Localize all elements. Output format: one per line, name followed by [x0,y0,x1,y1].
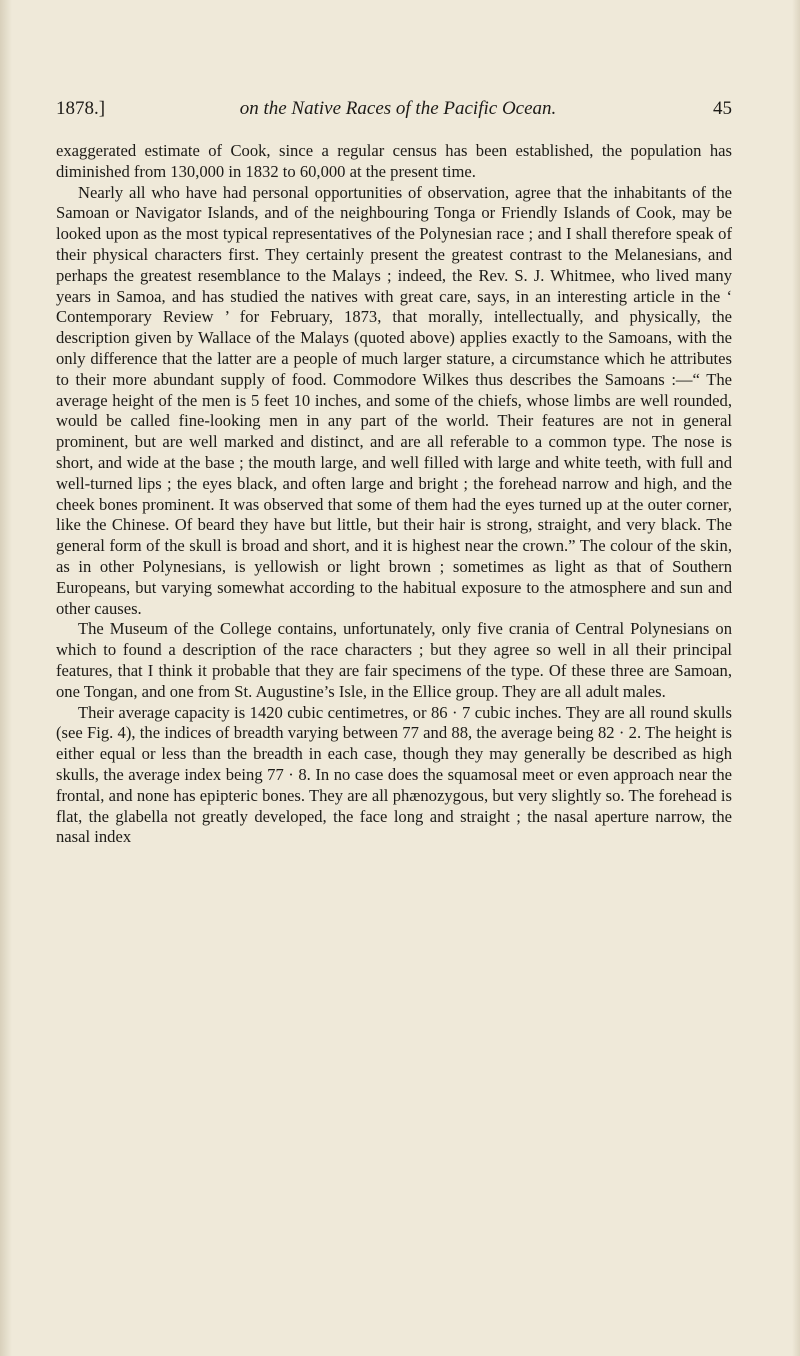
paragraph-continuation: exaggerated estimate of Cook, since a regular census has been established, the population has diminished from 130,000 in 1832 to 60,000 at the present time. [56,141,732,181]
paragraph-samoan-description: Nearly all who have had personal opportunities of observation, agree that the inhabitants of the Samoan or Navigator Islands, and of the neighbouring Tonga or Friendly Islands of Cook, may be looked upon as the most typical representatives of the Polynesian race ; and I shall therefore speak of their physical characters first. They certainly present the greatest contrast to the Melanesians, and perhaps the greatest resemblance to the Malays ; indeed, the Rev. S. J. Whitmee, who lived many years in Samoa, and has studied the natives with great care, says, in an interesting article in the ‘ Contemporary Review ’ for February, 1873, that morally, intellectually, and physically, the description given by Wallace of the Malays (quoted above) applies exactly to the Samoans, with the only difference that the latter are a people of much larger stature, a circumstance which he attributes to their more abundant supply of food. Commodore Wilkes thus describes the Samoans :—“ The average height of the men is 5 feet 10 inches, and some of the chiefs, whose limbs are well rounded, would be called fine-looking men in any part of the world. Their features are not in general prominent, but are well marked and distinct, and are all referable to a common type. The nose is short, and wide at the base ; the mouth large, and well filled with large and white teeth, with full and well-turned lips ; the eyes black, and often large and bright ; the forehead narrow and high, and the cheek bones prominent. It was observed that some of them had the eyes turned up at the outer corner, like the Chinese. Of beard they have but little, but their hair is strong, straight, and very black. The general form of the skull is broad and short, and it is highest near the crown.” The colour of the skin, as in other Polynesians, is yellowish or light brown ; sometimes as light as that of Southern Europeans, but varying somewhat according to the habitual exposure to the atmosphere and sun and other causes. [56,182,732,618]
paragraph-museum-crania: The Museum of the College contains, unfortunately, only five crania of Central Polynesians on which to found a description of the race characters ; but they agree so well in all their principal features, that I think it probable that they are fair specimens of the type. Of these three are Samoan, one Tongan, and one from St. Augustine’s Isle, in the Ellice group. They are all adult males. [56,619,732,701]
header-year: 1878.] [56,98,106,119]
page-edge-left [0,0,12,1356]
page-number: 45 [713,98,732,119]
page-edge-right [792,0,800,1356]
body-text [56,141,732,848]
paragraph-cranial-capacity: Their average capacity is 1420 cubic centimetres, or 86 · 7 cubic inches. They are all round skulls (see Fig. 4), the indices of breadth varying between 77 and 88, the average being 82 · 2. The height is either equal or less than the breadth in each case, though they may generally be described as high skulls, the average index being 77 · 8. In no case does the squamosal meet or even approach near the frontal, and none has epipteric bones. They are all phænozygous, but very slightly so. The forehead is flat, the glabella not greatly developed, the face long and straight ; the nasal aperture narrow, the nasal index [56,702,732,847]
page-header [56,98,732,124]
running-title: on the Native Races of the Pacific Ocean. [239,98,557,119]
